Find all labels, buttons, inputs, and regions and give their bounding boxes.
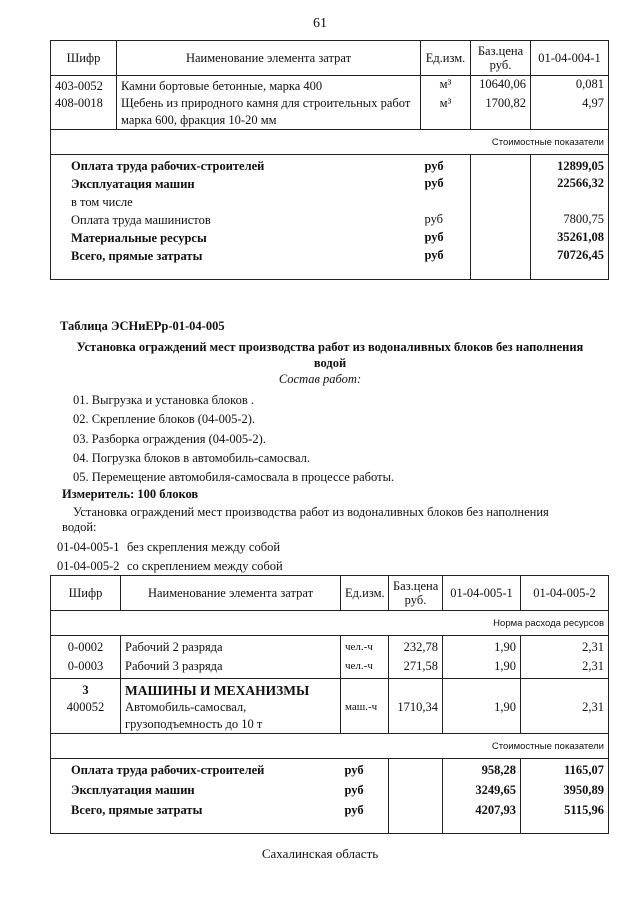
meter: Измеритель: 100 блоков (62, 487, 199, 501)
row-code: 400052 (51, 699, 121, 716)
row-unit: чел.-ч (341, 656, 389, 679)
table-row (51, 636, 609, 657)
table-header (51, 576, 609, 611)
row-name-cont: марка 600, фракция 10-20 мм (121, 113, 277, 127)
cost-row (51, 175, 609, 193)
work-steps (73, 391, 394, 487)
cost-row (51, 229, 609, 247)
heading-line1: Установка ограждений мест производства работ из водоналивных блоков без наполнения (76, 340, 584, 354)
cost-unit: руб (344, 763, 364, 777)
cost-unit: руб (344, 783, 364, 797)
row-name: Автомобиль-самосвал, (125, 700, 247, 714)
group-title: МАШИНЫ И МЕХАНИЗМЫ (125, 683, 310, 698)
footer-region: Сахалинская область (261, 846, 379, 861)
description (62, 505, 549, 535)
table-header (51, 41, 609, 76)
table-row (51, 699, 609, 716)
cost-unit: руб (424, 159, 444, 173)
cost-row (51, 155, 609, 176)
header-price: Баз.цена руб. (471, 41, 531, 76)
variant (57, 557, 283, 576)
work-step: 02. Скрепление блоков (04-005-2). (73, 412, 256, 427)
cost-unit: руб (424, 230, 444, 244)
header-value: 01-04-004-1 (531, 41, 609, 76)
row-price: 1710,34 (389, 699, 443, 716)
cost-value-2: 1165,07 (564, 763, 604, 777)
row-unit: чел.-ч (341, 636, 389, 657)
table-row (51, 656, 609, 679)
header-name: Наименование элемента затрат (121, 576, 341, 611)
cost-name: Эксплуатация машин (71, 177, 195, 191)
section-row (51, 734, 609, 759)
row-value-2: 2,31 (582, 659, 604, 673)
variants (57, 538, 283, 576)
row-value-2: 2,31 (582, 640, 604, 654)
cost-row (51, 779, 609, 799)
cost-value-1: 958,28 (443, 759, 521, 780)
variant-text: со скреплением между собой (127, 559, 283, 573)
composition-label: Состав работ: (278, 372, 362, 386)
row-value-1: 1,90 (443, 699, 521, 716)
cost-value: 70726,45 (557, 248, 604, 262)
cost-name: Всего, прямые затраты (71, 249, 203, 263)
header-value-2: 01-04-005-2 (521, 576, 609, 611)
cost-value: 22566,32 (557, 176, 604, 190)
row-price: 1700,82 (471, 95, 531, 112)
table-row (51, 76, 609, 96)
description-line1: Установка ограждений мест производства работ из водоналивных блоков без наполнения (73, 505, 549, 519)
cost-row (51, 193, 609, 211)
cost-unit: руб (424, 212, 444, 226)
cost-name: Материальные ресурсы (71, 231, 207, 245)
row-name-cont: грузоподъемность до 10 т (125, 717, 263, 731)
header-code: Шифр (51, 41, 117, 76)
row-code: 0-0002 (51, 636, 121, 657)
cost-row (51, 247, 609, 280)
section-heading (40, 339, 620, 371)
variant-code: 01-04-005-1 (57, 540, 120, 554)
table-row (51, 95, 609, 112)
row-unit: м³ (421, 95, 471, 112)
row-code: 408-0018 (51, 95, 117, 112)
row-value-1: 1,90 (443, 656, 521, 679)
section-label: Норма расхода ресурсов (51, 611, 609, 636)
cost-unit: руб (424, 248, 444, 262)
section-row (51, 611, 609, 636)
section-label: Стоимостные показатели (51, 130, 609, 155)
machines-header-row (51, 679, 609, 700)
row-code: 0-0003 (51, 656, 121, 679)
cost-name: Всего, прямые затраты (71, 803, 203, 817)
row-name: Щебень из природного камня для строительных работ (121, 96, 411, 110)
cost-row (51, 799, 609, 834)
row-name: Камни бортовые бетонные, марка 400 (121, 79, 323, 93)
section-row (51, 130, 609, 155)
cost-value-2: 5115,96 (564, 803, 604, 817)
cost-row (51, 759, 609, 780)
table-row-cont (51, 716, 609, 734)
row-unit: м³ (421, 76, 471, 96)
variant-code: 01-04-005-2 (57, 559, 120, 573)
row-value-1: 1,90 (443, 636, 521, 657)
cost-unit: руб (344, 803, 364, 817)
work-step: 04. Погрузка блоков в автомобиль-самосвал. (73, 450, 311, 465)
cost-name: Оплата труда рабочих-строителей (71, 763, 265, 777)
header-name: Наименование элемента затрат (117, 41, 421, 76)
page-number: 61 (313, 16, 327, 31)
variant-text: без скрепления между собой (127, 540, 281, 554)
row-name: Рабочий 2 разряда (125, 640, 223, 654)
cost-name: Оплата труда рабочих-строителей (71, 159, 265, 173)
table-row-cont (51, 112, 609, 130)
header-code: Шифр (51, 576, 121, 611)
row-code: 403-0052 (51, 76, 117, 96)
work-step: 03. Разборка ограждения (04-005-2). (73, 431, 266, 446)
table-title: Таблица ЭСНиЕРр-01-04-005 (60, 319, 225, 333)
cost-value: 12899,05 (557, 159, 604, 173)
cost-value-1: 4207,93 (443, 799, 521, 834)
work-step: 05. Перемещение автомобиля-самосвала в процессе работы. (73, 470, 395, 485)
header-value-1: 01-04-005-1 (443, 576, 521, 611)
description-line2: водой: (62, 520, 97, 534)
cost-row (51, 211, 609, 229)
cost-unit: руб (424, 176, 444, 190)
resources-table-1 (50, 40, 609, 280)
row-price: 271,58 (389, 656, 443, 679)
row-value-2: 2,31 (582, 700, 604, 714)
variant (57, 538, 283, 557)
cost-value-1: 3249,65 (443, 779, 521, 799)
header-unit: Ед.изм. (341, 576, 389, 611)
row-price: 10640,06 (471, 76, 531, 96)
cost-value: 7800,75 (563, 212, 604, 226)
cost-value: 35261,08 (557, 230, 604, 244)
cost-name: Оплата труда машинистов (71, 213, 211, 227)
resources-table-2 (50, 575, 609, 834)
row-name: Рабочий 3 разряда (125, 659, 223, 673)
heading-line2: водой (313, 356, 347, 370)
header-unit: Ед.изм. (421, 41, 471, 76)
row-value: 0,081 (575, 77, 604, 91)
header-price: Баз.цена руб. (389, 576, 443, 611)
section-label: Стоимостные показатели (51, 734, 609, 759)
group-code: 3 (51, 679, 121, 700)
cost-name: Эксплуатация машин (71, 783, 195, 797)
row-price: 232,78 (389, 636, 443, 657)
row-unit: маш.-ч (341, 699, 389, 716)
work-step: 01. Выгрузка и установка блоков . (73, 393, 254, 407)
cost-name: в том числе (71, 195, 133, 209)
row-value: 4,97 (582, 96, 604, 110)
cost-value-2: 3950,89 (563, 783, 604, 797)
